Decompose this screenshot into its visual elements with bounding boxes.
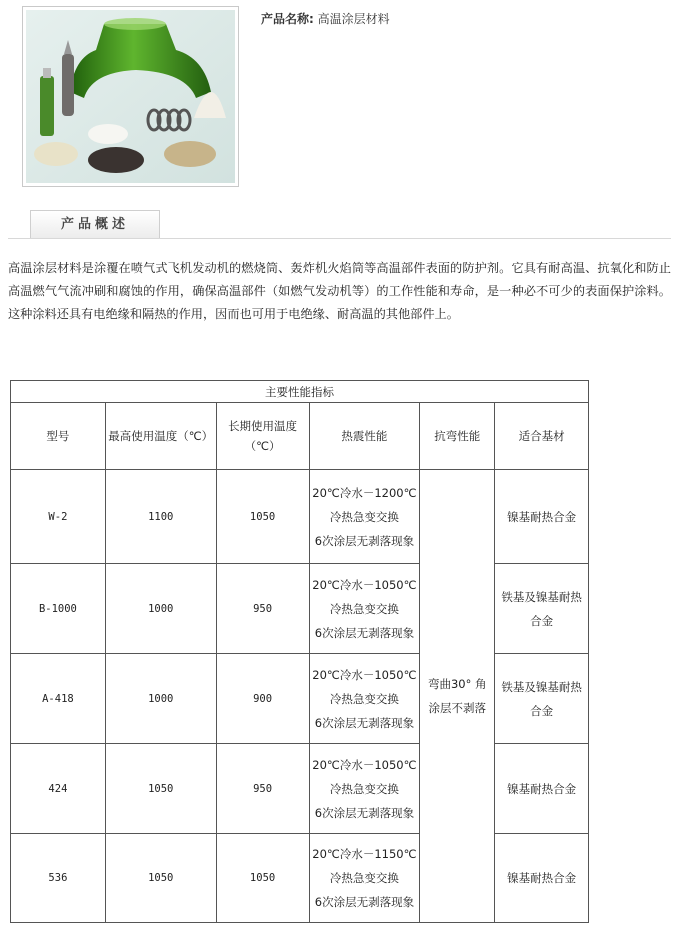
cell-bending: 弯曲30° 角涂层不剥落: [420, 470, 495, 923]
cell-thermal-shock: [309, 744, 420, 834]
cell-max-temp: 1100: [105, 470, 216, 564]
cell-max-temp: 1000: [105, 654, 216, 744]
cell-model: B-1000: [11, 564, 106, 654]
product-name-label: 产品名称:: [261, 12, 314, 26]
cell-substrate: 镍基耐热合金: [495, 470, 589, 564]
shock-line: 6次涂层无剥落现象: [314, 715, 415, 730]
sample-dark: [88, 147, 144, 173]
shock-line: 6次涂层无剥落现象: [314, 625, 415, 640]
cell-substrate: 镍基耐热合金: [495, 744, 589, 834]
cell-long-temp: 1050: [216, 470, 309, 564]
table-row: [11, 744, 589, 834]
cell-long-temp: 1050: [216, 834, 309, 923]
table-row: [11, 834, 589, 923]
product-description: 高温涂层材料是涂覆在喷气式飞机发动机的燃烧筒、轰炸机火焰筒等高温部件表面的防护剂。它具有耐高温、抗氧化和防止高温燃气气流冲刷和腐蚀的作用，确保高温部件（如燃气发动机等）的工作性能和寿命，是一种必不可少的表面保护涂料。这种涂料还具有电绝缘和隔热的作用，因而也可用于电绝缘、耐高温的其他部件上。: [8, 261, 671, 321]
cell-model: 536: [11, 834, 106, 923]
table-row: [11, 564, 589, 654]
spec-table: [10, 380, 589, 923]
bottle-2: [62, 54, 74, 116]
tab-divider: [8, 238, 671, 239]
cell-thermal-shock: [309, 470, 420, 564]
shock-line: 6次涂层无剥落现象: [314, 895, 415, 909]
shock-line: 20℃冷水－1050℃: [312, 757, 417, 772]
cell-model: 424: [11, 744, 106, 834]
header-long-temp: 长期使用温度（℃）: [216, 403, 309, 470]
shock-line: 20℃冷水－1050℃: [312, 667, 417, 682]
table-caption: 主要性能指标: [11, 381, 589, 403]
cell-substrate: 铁基及镍基耐热合金: [495, 564, 589, 654]
header-max-temp: 最高使用温度（℃）: [105, 403, 216, 470]
table-row: [11, 654, 589, 744]
cell-thermal-shock: [309, 654, 420, 744]
cell-max-temp: 1000: [105, 564, 216, 654]
shock-line: 冷热急变交换: [329, 509, 399, 524]
cell-long-temp: 950: [216, 564, 309, 654]
sample-crystal: [88, 124, 128, 144]
sample-tan: [164, 141, 216, 167]
table-row: [11, 470, 589, 564]
header-bending: 抗弯性能: [420, 403, 495, 470]
shock-line: 20℃冷水－1200℃: [312, 485, 417, 500]
bottle-1: [40, 76, 54, 136]
cell-max-temp: 1050: [105, 834, 216, 923]
shock-line: 6次涂层无剥落现象: [314, 533, 415, 548]
header-thermal-shock: 热震性能: [309, 403, 420, 470]
cell-max-temp: 1050: [105, 744, 216, 834]
header-model: 型号: [11, 403, 106, 470]
cell-model: W-2: [11, 470, 106, 564]
tab-product-overview[interactable]: 产品概述: [30, 210, 160, 238]
shock-line: 冷热急变交换: [329, 781, 399, 796]
product-photo: [26, 10, 235, 183]
product-name-row: [261, 10, 390, 27]
cell-substrate: 镍基耐热合金: [495, 834, 589, 923]
shock-line: 冷热急变交换: [329, 691, 399, 706]
dome-top-ring: [104, 18, 166, 30]
sample-white: [34, 142, 78, 166]
shock-line: 20℃冷水－1050℃: [312, 577, 417, 592]
header-substrate: 适合基材: [495, 403, 589, 470]
cell-model: A-418: [11, 654, 106, 744]
cell-long-temp: 950: [216, 744, 309, 834]
shock-line: 冷热急变交换: [329, 601, 399, 616]
shock-line: 冷热急变交换: [329, 871, 399, 885]
shock-line: 20℃冷水－1150℃: [312, 847, 417, 861]
cell-long-temp: 900: [216, 654, 309, 744]
product-name-value: 高温涂层材料: [317, 12, 390, 26]
cell-substrate: 铁基及镍基耐热合金: [495, 654, 589, 744]
product-image-frame: [22, 6, 239, 187]
cell-thermal-shock: [309, 834, 420, 923]
shock-line: 6次涂层无剥落现象: [314, 805, 415, 820]
cell-thermal-shock: [309, 564, 420, 654]
